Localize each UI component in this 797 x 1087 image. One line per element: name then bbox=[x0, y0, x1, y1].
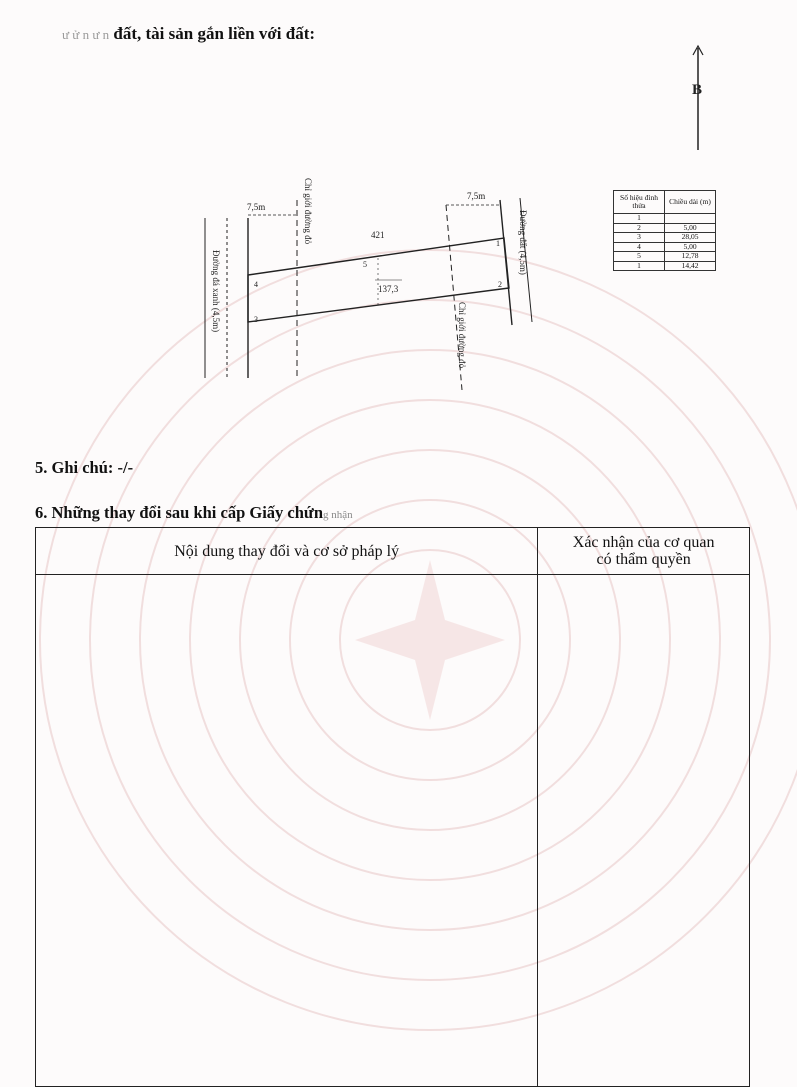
point-cell: 4 bbox=[614, 242, 665, 252]
north-arrow-icon bbox=[692, 46, 703, 150]
neighbor-parcel-number: 421 bbox=[371, 230, 385, 240]
changes-col-confirm-header bbox=[538, 528, 750, 575]
table-row bbox=[614, 233, 716, 243]
table-row bbox=[614, 242, 716, 252]
edge-length-table bbox=[613, 190, 716, 271]
point-cell: 2 bbox=[614, 223, 665, 233]
vertex-4-label: 4 bbox=[254, 280, 258, 289]
changes-col-content-header: Nội dung thay đổi và cơ sở pháp lý bbox=[36, 528, 538, 575]
table-row bbox=[614, 261, 716, 271]
length-cell: 5,00 bbox=[665, 223, 716, 233]
parcel-area-label: 137,3 bbox=[378, 284, 399, 294]
length-table-header-point: Số hiệu đỉnh thửa bbox=[614, 191, 665, 214]
changes-title-text: 6. Những thay đổi sau khi cấp Giấy chứn bbox=[35, 503, 324, 522]
length-cell bbox=[665, 214, 716, 224]
length-table-header-length: Chiều dài (m) bbox=[665, 191, 716, 214]
north-label: B bbox=[692, 82, 703, 98]
point-cell: 5 bbox=[614, 252, 665, 262]
table-row bbox=[614, 214, 716, 224]
right-road-label: Đường đất (4,5m) bbox=[518, 210, 528, 275]
point-cell: 1 bbox=[614, 214, 665, 224]
left-boundary-label: Chỉ giới đường đỏ bbox=[303, 178, 313, 245]
confirm-header-line1: Xác nhận của cơ quan bbox=[572, 534, 715, 551]
heading-title: đất, tài sản gắn liền với đất: bbox=[113, 24, 316, 43]
changes-content-cell bbox=[36, 575, 538, 1087]
confirm-header-line2: có thẩm quyền bbox=[596, 551, 691, 568]
right-boundary-label: Chỉ giới đường đỏ bbox=[457, 302, 467, 369]
left-width-label: 7,5m bbox=[247, 202, 266, 212]
point-cell: 1 bbox=[614, 261, 665, 271]
right-width-label: 7,5m bbox=[467, 191, 486, 201]
changes-table bbox=[35, 527, 750, 1087]
notes-section: 5. Ghi chú: -/- bbox=[35, 458, 134, 477]
changes-confirm-cell bbox=[538, 575, 750, 1087]
heading-faded-prefix: ư ử n ư n bbox=[62, 27, 110, 42]
vertex-3-label: 3 bbox=[254, 315, 258, 324]
length-cell: 14,42 bbox=[665, 261, 716, 271]
length-cell: 28,05 bbox=[665, 233, 716, 243]
left-road-label: Đường đá xanh (4,5m) bbox=[211, 250, 221, 333]
point-cell: 3 bbox=[614, 233, 665, 243]
vertex-1-label: 1 bbox=[496, 239, 500, 248]
vertex-2-label: 2 bbox=[498, 280, 502, 289]
changes-section-title bbox=[35, 503, 353, 523]
table-row bbox=[614, 252, 716, 262]
length-cell: 5,00 bbox=[665, 242, 716, 252]
changes-title-faded: g nhận bbox=[323, 509, 353, 521]
vertex-5-label: 5 bbox=[363, 260, 367, 269]
length-cell: 12,78 bbox=[665, 252, 716, 262]
table-row bbox=[614, 223, 716, 233]
